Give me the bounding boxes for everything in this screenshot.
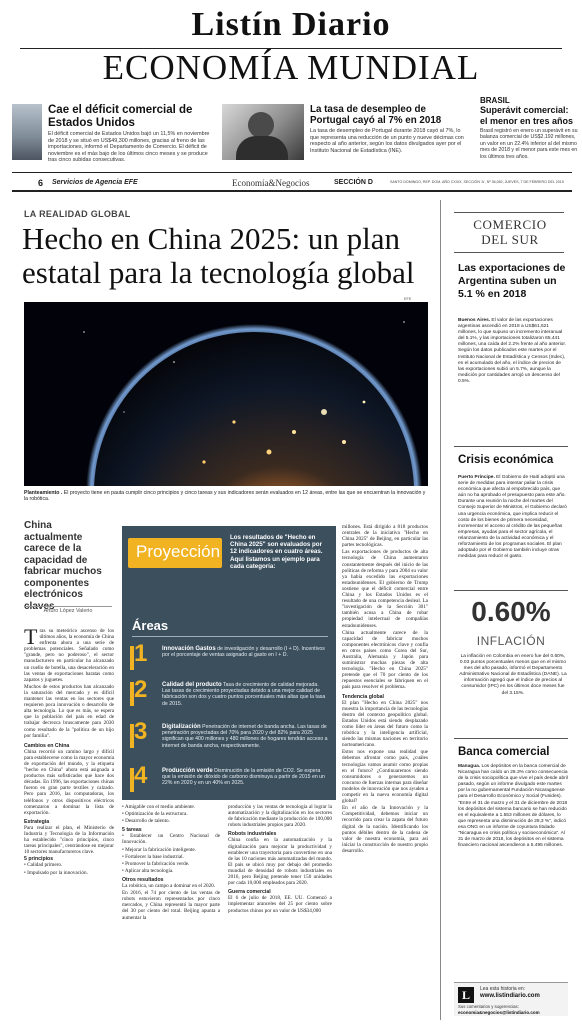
paragraph: En el año de la Innovación y la Competitividad, debemos iniciar un recorrido para crear la zapata del futuro digital de la nación. Identificando los puntos débiles dentro de la cadena de valor de nuestra economía, para así iniciar la construcción de nuestro propio desarrollo.	[342, 805, 428, 854]
sidebar	[446, 198, 574, 1022]
bullet: • Mejorar la fabricación inteligente.	[122, 846, 196, 853]
bullet: • Aplicar alta tecnología.	[122, 867, 174, 874]
listin-logo-icon: L	[458, 987, 474, 1003]
area-item-digitalization	[130, 720, 330, 760]
story-lead: Managua.	[458, 764, 481, 769]
teaser-body: Brasil registró en enero un superávit en su balanza comercial de US$2.192 millones, un valor en un 22.4% inferior al del mismo mes de 2018 y el menor para este mes en los últimos tres años.	[480, 128, 578, 160]
stat-body: La inflación en Colombia en enero fue del 0.60%, 0.03 puntos porcentuales menos que en el mismo mes del año pasado, informó el Departamento Administrativo Nacional de Estadística (DANE). La información agregó que el índice de precios al consumidor (IPC) en los últimos doce meses fue del 3.15%.	[459, 654, 567, 696]
masthead-title: Listín Diario	[191, 6, 391, 43]
byline: Arturo López Valerio	[43, 608, 93, 614]
area-body: de investigación y desarrollo (I + D). Incentivos por el porcentaje de ventas asignado al gasto en I + D.	[162, 646, 325, 659]
stat-label: INFLACIÓN	[476, 634, 546, 648]
teaser-photo-unemployment[interactable]	[222, 104, 304, 160]
bullet: • Establecer un Centro Nacional de Innovación.	[122, 833, 220, 846]
folio-bar	[12, 174, 572, 190]
paragraph: China confía en la automatización y la digitalización para mejorar la productividad y establecer una trayectoria para convertirse en una de las 10 naciones más automatizadas del mundo. El país se ubicó muy por debajo del promedio mundial de densidad de robots industriales en 2016, pero Beijing pretende tener 150 unidades por cada 10,000 empleados para 2020.	[228, 837, 332, 887]
sidebar-story-title[interactable]: Crisis económica	[458, 454, 554, 466]
area-number-bar	[130, 724, 134, 748]
bullet: • Impulsado por la innovación.	[24, 869, 88, 876]
byline-rule	[24, 606, 112, 607]
area-item-quality	[130, 678, 330, 714]
stat-value: 0.60%	[471, 596, 551, 627]
earth-night-illustration	[24, 302, 428, 486]
promo-line: Lea esta historia en:	[480, 986, 526, 992]
article-column-1	[24, 624, 114, 877]
story-text: El Gobierno de Haití adoptó una serie de medidas para intentar paliar la crisis económica que afecta al empobrecido país, que aún no ha aprobado el presupuesto para este año. Durante una reunión la noche del martes del Consejo Superior de Ministros, el Gobierno declaró una urgencia económica, que implica reducir el costo de los bienes de primera necesidad, incrementar el acceso al crédito de las pequeñas empresas, ayudas para el sector agrícola, el relanzamiento de la actividad económica y el reforzamiento de los programas sociales. El plan adoptado por el Gobierno también incluye otras medidas para reducir el gasto.	[458, 475, 567, 560]
area-number: 2	[134, 676, 148, 703]
subhead: Guerra comercial	[228, 889, 271, 896]
folio-rule-bottom	[12, 190, 572, 192]
area-text	[162, 646, 328, 658]
caption-text: El proyecto tiene en pauta cumplir cinco principios y cinco tareas y sus indicadores serán evaluados en 12 áreas, entre las que se encuentran la innovación y la robótica.	[24, 490, 426, 503]
dateline: SANTO DOMINGO, REP. DOM. AÑO CXXIX, SECCIÓN 'A', Nº 36,082, JUEVES, 7 DE FEBRERO DEL 2019	[390, 180, 564, 184]
story-lead: Buenos Aires.	[458, 318, 491, 323]
sidebar-header-rule	[454, 252, 564, 253]
sidebar-story-body	[458, 764, 568, 849]
subhead: Robots industriales	[228, 831, 277, 838]
person-body-shape	[236, 136, 288, 160]
page-number: 6	[38, 178, 44, 188]
person-silhouette-icon	[248, 112, 274, 138]
paragraph: Para realizar el plan, el Ministerio de Industria y Tecnología de la Información ha establecido "cinco principios, cinco tareas principales", centrándose en mejorar 10 sectores manufactureros clave.	[24, 824, 114, 856]
sidebar-divider	[440, 200, 441, 1020]
area-body: Penetración de internet de banda ancha. Las tasas de penetración proyectadas del 70% para 2020 y del 82% para 2025 significan que 400 millones y 480 millones de hogares tendrán acceso a internet de banda ancha, respectivamente.	[162, 724, 328, 749]
area-text	[162, 682, 328, 707]
sidebar-rule	[454, 738, 568, 739]
teaser-body: La tasa de desempleo de Portugal durante 2018 cayó al 7%, lo que representa una reducción de un punto y nueve décimas con respecto al año anterior, según los datos divulgados ayer por el Instituto Nacional de Estadística (INE).	[310, 128, 464, 154]
paragraph: En 2016, el 74 por ciento de las ventas de robots estuvieron representados por cinco mercados, y China representó la mayor parte del 30 por ciento del total. Beijing apunta a aumentar la	[122, 890, 220, 921]
section-brand: Economía&Negocios	[232, 178, 310, 188]
story-text: Los depósitos en la banca comercial de Nicaragua han caído un 28.3% como consecuencia de la crisis sociopolítica que vive el país desde abril pasado, según un informe divulgado este martes por la no gubernamental Fundación Nicaragüense para el Desarrollo Económico y Social (Funides). "Entre el 31 de marzo y el 31 de diciembre de 2018 los depósitos del sistema bancario se han reducido en el equivalente a 1.553 millones de dólares, lo que representa una disminución de 28,3 %", indicó esa ONG en un informe de coyuntura titulado "Nicaragua en crisis política y socioeconómica". Al 31 de marzo de 2018, los depósitos en el sistema financiero nacional ascendieron a 5.495 millones.	[458, 764, 568, 849]
article-kicker: LA REALIDAD GLOBAL	[24, 209, 131, 219]
agency-credit: Servicios de Agencia EFE	[52, 179, 138, 186]
promo-email[interactable]: economia&negocios@listindiario.com	[458, 1010, 540, 1015]
teaser-strip	[0, 88, 582, 173]
story-lead: Puerto Príncipe.	[458, 475, 495, 480]
sidebar-header: COMERCIO DEL SUR	[473, 217, 547, 247]
photo-credit: EFE	[404, 297, 412, 301]
paragraph: La robótica, un campo a dominar en el 2020.	[122, 883, 216, 890]
paragraph: El plan "Hecho en China 2025" nos muestra la importancia de las tecnologías dentro del contexto geopolítico global. Estados Unidos está siendo desplazado como líder en áreas del futuro como la robótica y la inteligencia artificial, siendo las mismas naciones en territorio norteamericano.	[342, 699, 428, 749]
teaser-photo-commerce[interactable]	[12, 104, 42, 160]
subhead: 5 tareas	[122, 827, 142, 834]
area-text	[162, 768, 328, 787]
area-title: Calidad del producto	[162, 682, 222, 688]
promo-box[interactable]	[454, 982, 568, 1016]
teaser-kicker: BRASIL	[480, 96, 510, 105]
area-number: 4	[134, 762, 148, 789]
photo-caption	[24, 490, 428, 503]
area-title: Innovación Gastos	[162, 646, 216, 652]
subhead: Otros resultados	[122, 876, 164, 883]
article-headline: Hecho en China 2025: un plan estatal para la tecnología global	[22, 221, 415, 290]
sidebar-story-title[interactable]: Las exportaciones de Argentina suben un 5.1 % en 2018	[458, 262, 566, 300]
masthead	[0, 0, 582, 100]
subhead: Cambios en China	[24, 742, 70, 749]
area-number-bar	[130, 682, 134, 706]
drop-cap: T	[24, 624, 38, 649]
bullet: • Calidad primero.	[24, 862, 63, 869]
article-column-4	[342, 524, 428, 855]
bullet: • Amigable con el medio ambiente.	[122, 804, 195, 810]
article-column-2	[122, 804, 220, 922]
bullet: • Fortalecer la base industrial.	[122, 853, 184, 860]
bullet: • Desarrollo de talento.	[122, 818, 170, 825]
paragraph: ras su meteórico ascenso de los últimos años, la economía de China enfrenta ahora a una serie de problemas potenciales. Señalado como "grande, pero no poderoso", el sector manufacturero en particular ha alcanzado un cuello de botella, una desaceleración en las ventas de exportaciones baratas como zapatos y juguetes.	[24, 628, 114, 683]
area-number: 1	[134, 640, 148, 667]
paragraph: El 6 de julio de 2018, EE. UU. Comenzó a implementar aranceles del 25 por ciento sobre productos chinos por un valor de US$34,000	[228, 895, 332, 914]
paragraph: Las exportaciones de productos de alta tecnología de China aumentaron constantemente después del inicio de las políticas de reforma y para 2004 su valor ya había excedido las exportaciones estadounidenses. El gobierno de Trump sostiene que el déficit comercial entre China y los Estados Unidos es el resultado de una competencia desleal. La "investigación de la Sección 301" también acusa a China de robar propiedad intelectual de compañías estadounidenses.	[342, 549, 428, 629]
paragraph: China recorrió un camino largo y difícil para establecerse como la mayor economía de exportación del mundo, y la etiqueta "hecho en China" ahora está asignada a productos más sofisticados que hace dos décadas. En 1996, las exportaciones chinas fueron en gran parte textiles y calzado. Pero para 2016, las computadoras, los teléfonos y otros dispositivos eléctricos comenzaron a dominar la lista de exportación.	[24, 748, 114, 816]
projection-infobox	[122, 526, 336, 800]
area-text	[162, 724, 328, 749]
sidebar-story-body	[458, 475, 568, 560]
area-body: Tasa de crecimiento de calidad mejorada. Las tasas de crecimiento proyectadas debido a una mejor calidad de fabricación son dos y cuatro puntos porcentuales más altas que la tasa de 2015.	[162, 682, 326, 707]
caption-lead: Planteamiento .	[24, 490, 63, 496]
hero-photo[interactable]	[24, 302, 428, 486]
paragraph: Muchos de estos productos han alcanzado la saturación del mercado y es difícil mantener las ventas en los sectores que requieren poca innovación o desarrollo de alta tecnología. Lo que es más, se espera que la población del país en edad de trabajar decrezca bruscamente para 2030 como resultado de la "política de un hijo por familia".	[24, 683, 114, 739]
area-item-green	[130, 764, 330, 798]
area-number-bar	[130, 768, 134, 792]
promo-link[interactable]: www.listindiario.com	[480, 993, 540, 999]
bullet: • Promover la fabricación verde.	[122, 860, 190, 867]
paragraph: millones. Está dirigido a 818 productos centrales de la iniciativa "Hecho en China 2025" de Beijing, en particular las partes tecnológicas.	[342, 524, 428, 549]
folio-rule-top	[12, 172, 572, 173]
teaser-title[interactable]: La tasa de desempleo de Portugal cayó al 7% en 2018	[310, 104, 442, 126]
story-text: El valor de las exportaciones argentinas ascendió en 2018 a US$61,621 millones, lo que supuso un incremento interanual del 5.1%, y las importaciones totalizaron 65.441 millones, una caída del 2.2% frente al año anterior. Según los datos publicados este martes por el Instituto Nacional de Estadística y Censos (Indec), en el acumulado del año, el índice de precios de las exportaciones subió un 5.7%, aunque la medición por cantidades arrojó un descenso del 0.5%.	[458, 318, 566, 384]
sidebar-rule	[454, 446, 568, 447]
teaser-title[interactable]: Superávit comercial: el menor en tres años	[480, 105, 574, 126]
area-number-bar	[130, 646, 134, 670]
area-title: Digitalización	[162, 724, 201, 730]
areas-rule	[132, 636, 328, 637]
subhead: 5 principios	[24, 856, 54, 863]
infobox-title: Proyección	[136, 542, 221, 561]
subhead: Estrategia	[24, 818, 50, 825]
subhead: Tendencia global	[342, 693, 384, 700]
promo-line: Sus comentarios y sugerencias:	[458, 1004, 519, 1009]
sidebar-story-body	[458, 318, 568, 385]
area-number: 3	[134, 718, 148, 745]
section-letter: SECCIÓN D	[334, 179, 373, 186]
areas-label: Áreas	[132, 618, 169, 633]
sidebar-story-title[interactable]: Banca comercial	[458, 746, 550, 758]
area-body: Disminución de la emisión de CO2. Se espera que la emisión de dióxido de carbono disminuya a partir de 2015 en un 22% en 2020 y en un 40% en 2025.	[162, 768, 325, 787]
infobox-intro: Los resultados de "Hecho en China 2025" son evaluados por 12 indicadores en cuatro áreas. Aquí listamos un ejemplo para cada categoría:	[230, 534, 323, 570]
area-item-innovation	[130, 642, 330, 676]
paragraph: producción y las ventas de tecnología al lograr la automatización y la digitalización en los sectores de fabricación mediante la producción de 100,000 robots industriales propios para 2020.	[228, 804, 332, 829]
paragraph: Estos nos expone una realidad que debemos afrontar como país, ¿cuáles tecnologías vamos asumir como propias en el futuro? ¿Continuaremos siendo consumidores o generaremos un concurso de fuerzas internas para diseñar modelos de innovación que nos ayuden a competir en la nueva economía digital global?	[342, 749, 428, 805]
article-column-3	[228, 804, 332, 915]
sidebar-header-rule	[454, 212, 564, 213]
section-title: ECONOMÍA MUNDIAL	[102, 48, 480, 87]
bullet: • Optimización de la estructura.	[122, 811, 188, 818]
article-deck: China actualmente carece de la capacidad de fabricar muchos componentes electrónicos claves	[24, 520, 102, 612]
area-title: Producción verde	[162, 768, 213, 774]
teaser-body: El déficit comercial de Estados Unidos bajó un 11,5% en noviembre de 2018 y se situó en US$49,300 millones, gracias al freno de las importaciones, informó el Departamento de Comercio. El déficit de noviembre es el más bajo de los últimos cinco meses y se produce tras cinco subidas consecutivas.	[48, 131, 210, 164]
teaser-title[interactable]: Cae el déficit comercial de Estados Unidos	[48, 104, 193, 129]
paragraph: China actualmente carece de la capacidad de fabricar muchos componentes electrónicos clave y confía en otros países como Corea del Sur, Australia, Alemania y Japón para suministrar muchas piezas de alta tecnología. "Hecho en China 2025" pretende que el 70 por ciento de los repuestos esenciales se fabriquen en el país para resolver el problema.	[342, 629, 428, 691]
sidebar-rule	[454, 590, 568, 591]
